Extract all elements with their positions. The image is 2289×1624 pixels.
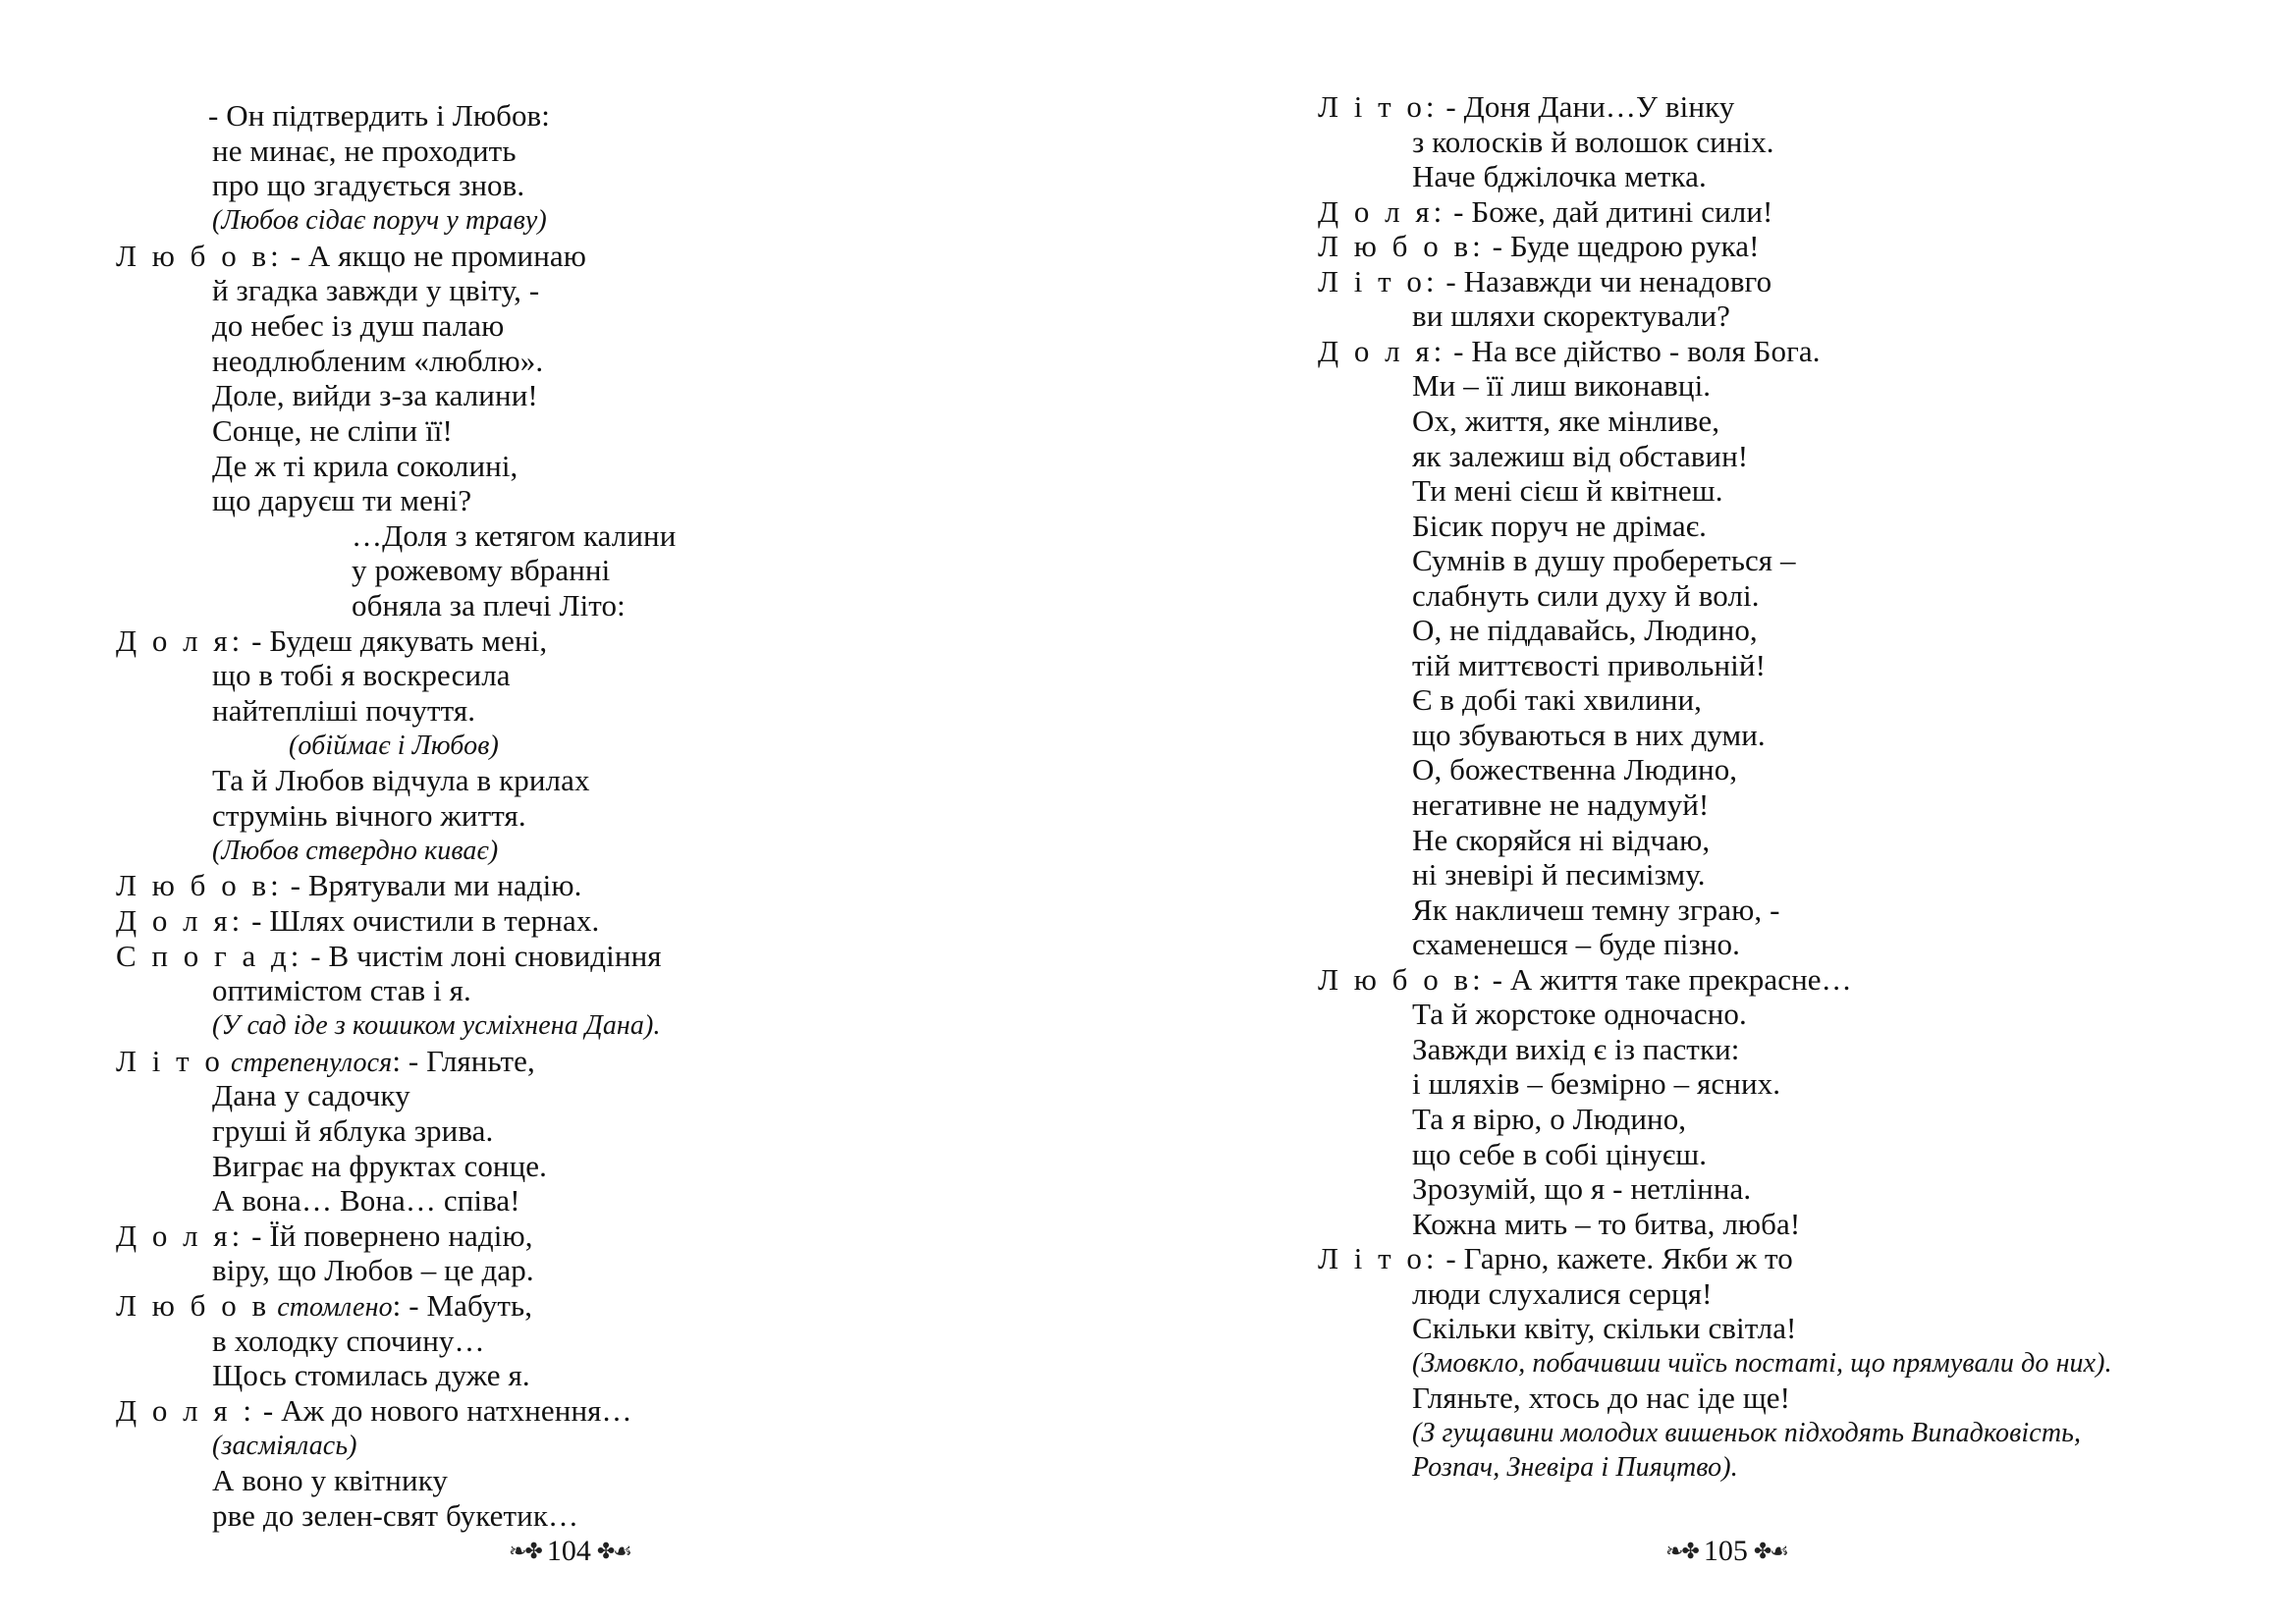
line-text: (Любов сідає поруч у траву) — [212, 204, 547, 236]
verse-line — [1412, 1137, 1707, 1172]
verse-line — [1412, 718, 1766, 753]
line-text: найтепліші почуття. — [212, 693, 476, 729]
stage-direction — [289, 729, 499, 764]
line-text: негативне не надумуй! — [1412, 787, 1710, 822]
line-text: - Аж до нового натхнення… — [255, 1393, 632, 1429]
verse-line — [1412, 125, 1774, 160]
verse-line — [1412, 473, 1723, 509]
verse-line — [212, 168, 524, 203]
verse-line — [212, 973, 471, 1008]
line-text: - Будеш дякувать мені, — [244, 623, 548, 658]
line-text: Скільки квіту, скільки світла! — [1412, 1311, 1797, 1346]
page-number-text: 104 — [546, 1535, 591, 1567]
line-text: : - Гляньте, — [392, 1043, 535, 1078]
line-text: рве до зелен-свят букетик… — [212, 1498, 579, 1533]
page-number-text: 105 — [1703, 1535, 1748, 1567]
verse-line — [212, 1358, 530, 1393]
stage-direction — [1412, 1416, 2081, 1451]
line-text: Щось стомилась дуже я. — [212, 1358, 530, 1393]
line-text: (З гущавини молодих вишеньок підходять Випадковість, — [1412, 1417, 2082, 1448]
verse-line — [1412, 1102, 1686, 1137]
verse-line — [212, 1183, 520, 1218]
verse-line — [1412, 509, 1707, 544]
line-text: - В чистім лоні сновидіння — [302, 938, 662, 973]
line-text: з колосків й волошок синіх. — [1412, 124, 1774, 159]
verse-line — [212, 134, 517, 169]
line-text: Бісик поруч не дрімає. — [1412, 508, 1707, 543]
ornament-left-icon: ❧✤ — [509, 1539, 541, 1563]
speaker-line — [116, 239, 586, 274]
speaker-line — [116, 1218, 533, 1254]
verse-line — [212, 344, 543, 379]
speaker-name: С п о г а д: — [116, 938, 303, 973]
verse-line — [1412, 648, 1766, 683]
verse-line — [1412, 787, 1709, 823]
line-text: Є в добі такі хвилини, — [1412, 682, 1703, 718]
line-text: Та й Любов відчула в крилах — [212, 763, 590, 798]
speaker-name: Д о л я: — [1318, 333, 1446, 368]
speaker-name: Д о л я : — [116, 1393, 255, 1429]
verse-line — [1412, 857, 1706, 893]
speaker-name: Л і т о: — [1318, 263, 1439, 298]
verse-line — [212, 273, 539, 308]
line-text: що збуваються в них думи. — [1412, 717, 1766, 752]
verse-line — [212, 1463, 448, 1498]
speaker-line — [1318, 194, 1772, 230]
line-text: Ти мені сієш й квітнеш. — [1412, 473, 1723, 509]
speaker-line — [116, 623, 547, 659]
speaker-name: Л ю б о в: — [1318, 229, 1485, 264]
verse-line — [212, 483, 471, 518]
speaker-line — [1318, 962, 1852, 998]
line-text: - Врятували ми надію. — [282, 868, 582, 903]
verse-line — [1412, 1171, 1751, 1207]
stage-direction — [212, 834, 498, 869]
line-text: Не скоряйся ні відчаю, — [1412, 822, 1711, 857]
speaker-name: Л і т о: — [1318, 1241, 1439, 1276]
verse-line — [212, 1149, 547, 1184]
ornament-left-icon: ❧✤ — [1665, 1539, 1698, 1563]
speaker-name: Д о л я: — [116, 1218, 245, 1253]
line-text: оптимістом став і я. — [212, 973, 471, 1008]
line-text: Сумнів в душу пробереться – — [1412, 543, 1796, 578]
line-text: Як накличеш темну зграю, - — [1412, 892, 1780, 927]
speaker-name: Л ю б о в: — [116, 238, 283, 273]
line-text: - Он підтвердить і Любов: — [208, 98, 550, 133]
left-page — [0, 0, 1144, 1624]
verse-line — [212, 1498, 578, 1534]
line-text: : - Мабуть, — [392, 1288, 533, 1324]
line-text: тій миттєвості привольній! — [1412, 647, 1766, 682]
line-text: Розпач, Зневіра і Пияцтво). — [1412, 1452, 1738, 1484]
line-text: Де ж ті крила соколині, — [212, 448, 518, 483]
line-text: обняла за плечі Літо: — [352, 588, 626, 623]
verse-line — [1412, 578, 1760, 614]
verse-line — [352, 588, 626, 623]
line-text: Ми – її лиш виконавці. — [1412, 368, 1712, 404]
speaker-name: Л ю б о в: — [116, 868, 283, 903]
line-text: в холодку спочину… — [212, 1323, 485, 1358]
stage-direction — [212, 203, 547, 239]
speaker-line — [116, 1393, 632, 1429]
line-text: - Гарно, кажете. Якби ж то — [1438, 1241, 1793, 1276]
right-page-text — [1145, 0, 2289, 1532]
verse-line — [1412, 368, 1711, 404]
speaker-line — [116, 1288, 532, 1326]
verse-line — [1412, 159, 1707, 194]
line-text: і шляхів – безмірно – ясних. — [1412, 1066, 1781, 1102]
verse-line — [212, 449, 518, 484]
line-text: Кожна мить – то битва, люба! — [1412, 1206, 1801, 1241]
line-text: Та я вірю, о Людино, — [1412, 1101, 1687, 1136]
line-text: (У сад іде з кошиком усміхнена Дана). — [212, 1009, 661, 1041]
line-text: А вона… Вона… співа! — [212, 1183, 520, 1218]
line-text: - А життя таке прекрасне… — [1484, 961, 1852, 997]
line-text: що себе в собі цінуєш. — [1412, 1136, 1708, 1171]
speaker-name: Л ю б о в: — [1318, 961, 1485, 997]
verse-line — [1412, 543, 1796, 578]
verse-line — [212, 1253, 534, 1288]
speaker-line — [1318, 89, 1734, 125]
verse-line — [212, 413, 453, 449]
line-text: Сонце, не сліпи її! — [212, 412, 453, 448]
ornament-right-icon: ✤☙ — [1753, 1539, 1788, 1563]
line-text: схаменешся – буде пізно. — [1412, 927, 1740, 962]
verse-line — [212, 308, 504, 344]
speaker-name: Д о л я: — [116, 902, 245, 938]
line-text: …Доля з кетягом калини — [352, 517, 677, 553]
verse-line — [352, 518, 676, 554]
verse-line — [212, 798, 526, 834]
line-text: - А якщо не проминаю — [282, 238, 587, 273]
line-text: А воно у квітнику — [212, 1463, 449, 1498]
line-text: що даруєш ти мені? — [212, 483, 472, 518]
stage-direction — [1412, 1450, 1738, 1486]
line-text: ви шляхи скоректували? — [1412, 298, 1730, 334]
line-text: Дана у садочку — [212, 1078, 410, 1113]
speaker-line — [1318, 264, 1771, 299]
verse-line — [1412, 1311, 1796, 1346]
line-text: - Буде щедрою рука! — [1484, 229, 1760, 264]
line-text: слабнуть сили духу й волі. — [1412, 577, 1760, 613]
verse-line — [1412, 1066, 1780, 1102]
line-text: про що згадується знов. — [212, 168, 525, 203]
verse-line — [1412, 613, 1758, 648]
verse-line — [212, 658, 511, 693]
line-text: Виграє на фруктах сонце. — [212, 1148, 548, 1183]
speaker-line — [116, 939, 662, 974]
line-text: - Доня Дани…У вінку — [1438, 89, 1735, 124]
line-text: у рожевому вбранні — [352, 553, 611, 588]
verse-line — [1412, 927, 1740, 962]
line-text: не минає, не проходить — [212, 133, 517, 168]
verse-line — [1412, 893, 1780, 928]
verse-line — [1412, 823, 1710, 858]
verse-line — [1412, 1380, 1790, 1416]
ornament-right-icon: ✤☙ — [596, 1539, 631, 1563]
speaker-line — [1318, 229, 1760, 264]
line-text: неодлюбленим «люблю». — [212, 343, 544, 378]
line-text: (обіймає і Любов) — [289, 730, 499, 761]
line-text: Завжди вихід є із пастки: — [1412, 1031, 1740, 1066]
stage-direction — [212, 1008, 661, 1044]
line-text: ні зневірі й песимізму. — [1412, 857, 1706, 893]
speaker-name: Л і т о: — [1318, 89, 1439, 124]
line-text: Доле, вийди з-за калини! — [212, 378, 538, 413]
verse-line — [212, 1324, 485, 1359]
line-text: О, не піддавайсь, Людино, — [1412, 613, 1758, 648]
speaker-remark: стомлено — [270, 1292, 393, 1324]
line-text: люди слухалися серця! — [1412, 1275, 1713, 1311]
page-number-left — [509, 1532, 630, 1571]
speaker-name: Л ю б о в — [116, 1288, 271, 1324]
line-text: - На все дійство - воля Бога. — [1445, 333, 1821, 368]
speaker-name: Д о л я: — [1318, 193, 1446, 229]
left-page-text — [0, 0, 1144, 1532]
speaker-line — [116, 1044, 535, 1081]
line-text: до небес із душ палаю — [212, 307, 505, 343]
stage-direction — [212, 1429, 357, 1464]
verse-line — [212, 693, 475, 729]
verse-line — [1412, 997, 1747, 1032]
verse-line — [1412, 682, 1702, 718]
speaker-line — [1318, 334, 1821, 369]
verse-line — [208, 98, 550, 134]
line-text: (засміялась) — [212, 1430, 357, 1461]
line-text: груші й яблука зрива. — [212, 1112, 494, 1148]
verse-line — [1412, 404, 1719, 439]
verse-line — [1412, 1207, 1800, 1242]
line-text: що в тобі я воскресила — [212, 658, 511, 693]
line-text: (Любов ствердно киває) — [212, 835, 499, 866]
line-text: - Їй повернено надію, — [244, 1218, 533, 1253]
verse-line — [1412, 752, 1737, 787]
line-text: Ох, життя, яке мінливе, — [1412, 403, 1720, 438]
speaker-name: Л і т о — [116, 1043, 224, 1078]
line-text: й згадка завжди у цвіту, - — [212, 273, 540, 308]
speaker-line — [116, 868, 582, 903]
right-page — [1145, 0, 2289, 1624]
line-text: струмінь вічного життя. — [212, 798, 526, 833]
page-number-right — [1665, 1532, 1787, 1571]
verse-line — [212, 378, 538, 413]
line-text: О, божественна Людино, — [1412, 752, 1738, 787]
stage-direction — [1412, 1346, 2112, 1381]
line-text: (Змовкло, побачивши чиїсь постаті, що прямували до них). — [1412, 1347, 2112, 1379]
verse-line — [352, 553, 610, 588]
verse-line — [1412, 1032, 1740, 1067]
line-text: - Боже, дай дитині сили! — [1445, 193, 1773, 229]
speaker-line — [116, 903, 599, 939]
line-text: Наче бджілочка метка. — [1412, 159, 1707, 194]
speaker-name: Д о л я: — [116, 623, 245, 658]
verse-line — [212, 763, 590, 798]
line-text: Зрозумій, що я - нетлінна. — [1412, 1171, 1752, 1207]
verse-line — [212, 1113, 493, 1149]
line-text: Та й жорстоке одночасно. — [1412, 997, 1747, 1032]
line-text: віру, що Любов – це дар. — [212, 1253, 534, 1288]
verse-line — [1412, 439, 1748, 474]
line-text: - Шлях очистили в тернах. — [244, 902, 600, 938]
line-text: - Назавжди чи ненадовго — [1438, 263, 1772, 298]
verse-line — [1412, 298, 1730, 334]
line-text: Гляньте, хтось до нас іде ще! — [1412, 1380, 1791, 1416]
speaker-line — [1318, 1241, 1793, 1276]
speaker-remark: стрепенулося — [223, 1047, 393, 1078]
verse-line — [1412, 1276, 1713, 1312]
line-text: як залежиш від обставин! — [1412, 438, 1749, 473]
verse-line — [212, 1078, 410, 1113]
